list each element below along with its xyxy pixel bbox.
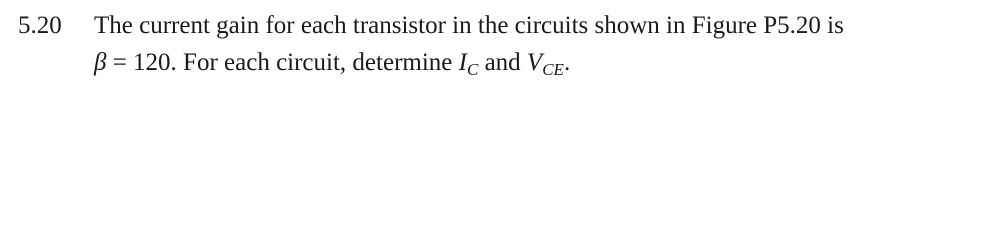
collector-emitter-voltage-letter: V bbox=[526, 49, 543, 76]
collector-emitter-voltage-subscript: CE bbox=[542, 60, 564, 79]
beta-symbol: β bbox=[94, 49, 107, 76]
collector-current-subscript: C bbox=[466, 60, 479, 79]
beta-value-text: = 120. For each circuit, determine bbox=[106, 49, 459, 76]
problem-text-line-2 bbox=[94, 49, 571, 79]
collector-current-symbol bbox=[458, 49, 479, 79]
collector-current-letter: I bbox=[458, 49, 467, 76]
and-text: and bbox=[478, 49, 527, 76]
problem-number: 5.20 bbox=[18, 12, 62, 39]
period: . bbox=[563, 49, 571, 76]
problem-text-line-1: The current gain for each transistor in the circuits shown in Figure P5.20 is bbox=[94, 12, 844, 39]
collector-emitter-voltage-symbol bbox=[526, 49, 564, 79]
